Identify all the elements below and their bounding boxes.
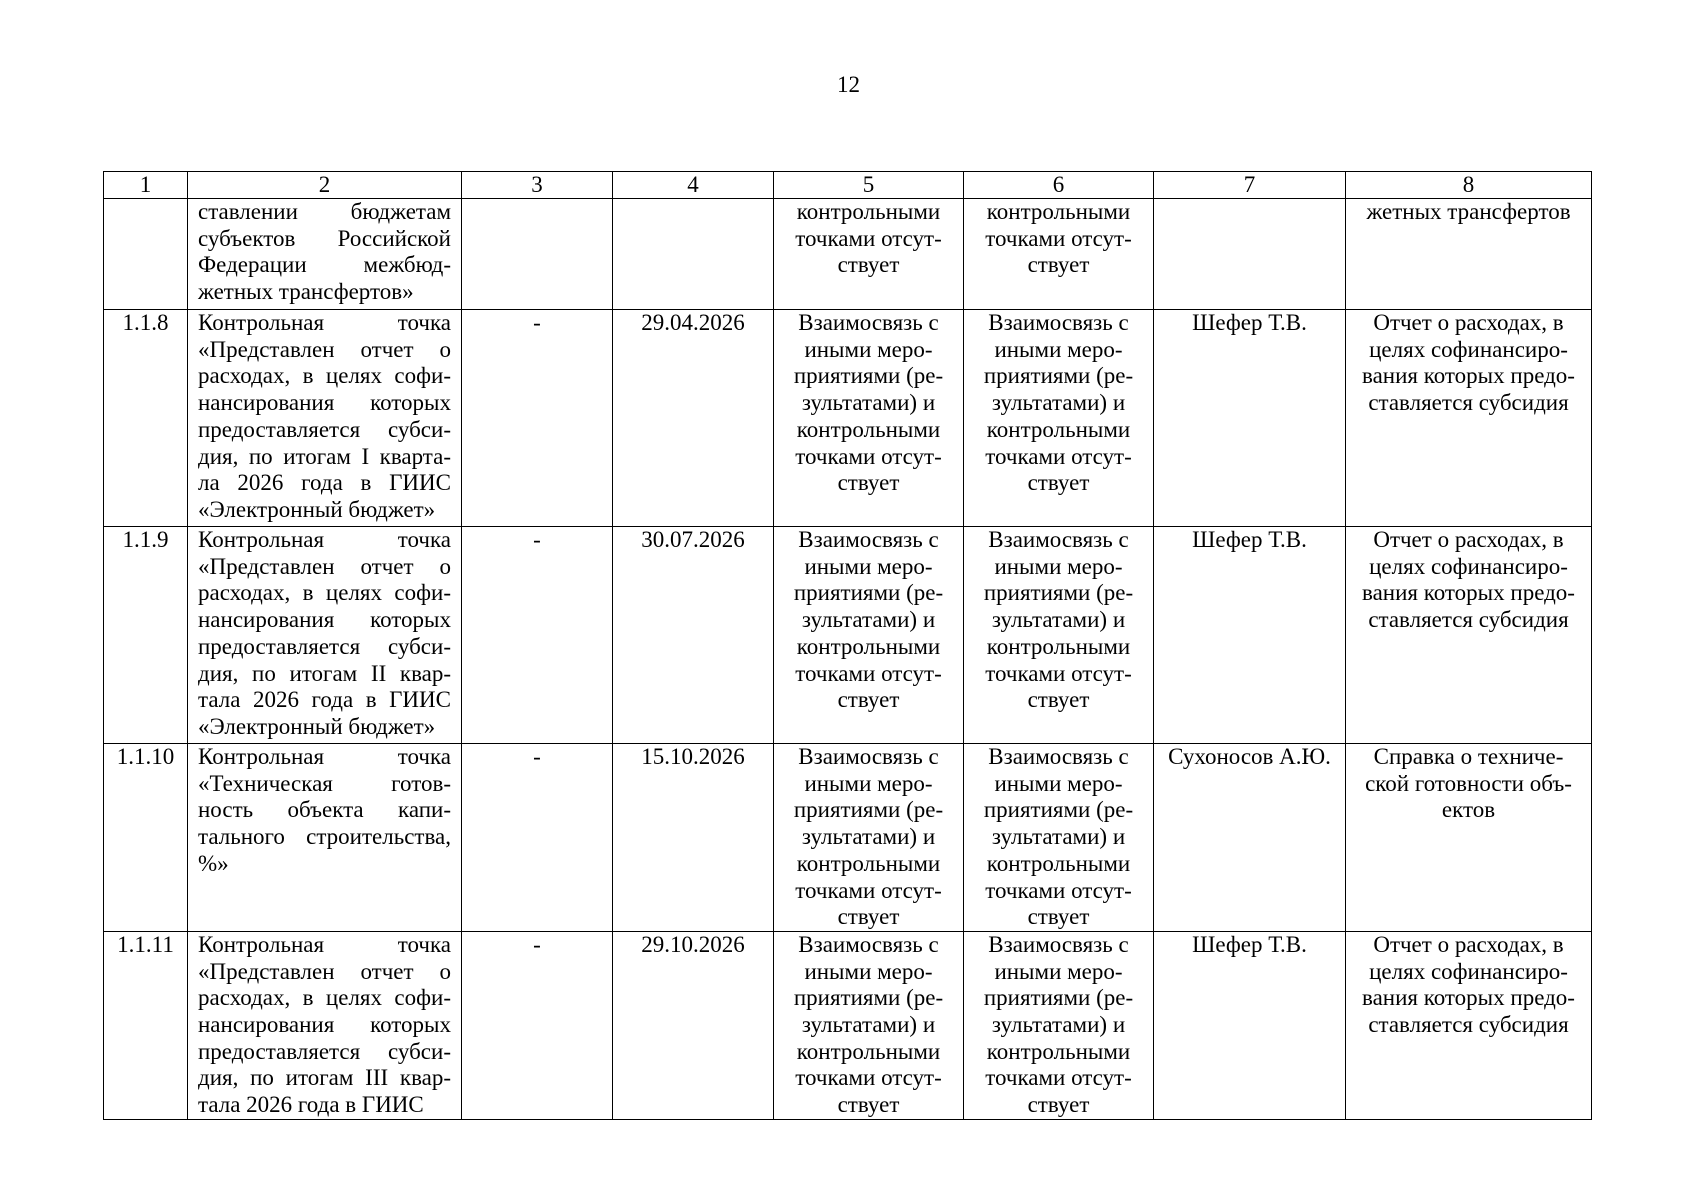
- relation-previous: [774, 310, 964, 527]
- column-3-value: [462, 527, 613, 744]
- due-date: [613, 527, 774, 744]
- table-row: [104, 199, 1592, 310]
- row-number-text: 1.1.10: [116, 744, 175, 769]
- relation-next-text: Взаимосвязь с иными меро- приятиями (ре- зультатами) и контрольными точками отсут- ствует: [983, 527, 1134, 713]
- column-3-value-text: -: [533, 310, 541, 335]
- name-line: дия, по итогам II квар-: [198, 660, 451, 686]
- row-number: [104, 931, 188, 1119]
- column-header: 7: [1154, 172, 1346, 199]
- supporting-document: [1346, 744, 1592, 932]
- due-date: [613, 744, 774, 932]
- due-date-text: 15.10.2026: [641, 744, 745, 769]
- name-line: нансирования которых: [198, 1012, 451, 1038]
- table-row: [104, 931, 1592, 1119]
- responsible-person: [1154, 527, 1346, 744]
- name-line: субъектов Российской: [198, 225, 451, 251]
- due-date: [613, 310, 774, 527]
- control-point-name: [188, 931, 462, 1119]
- name-line: тального строительства,: [198, 824, 451, 850]
- name-line: нансирования которых: [198, 607, 451, 633]
- relation-next-text: Взаимосвязь с иными меро- приятиями (ре- зультатами) и контрольными точками отсут- ствует: [983, 310, 1134, 496]
- name-line: ставлении бюджетам: [198, 199, 451, 224]
- row-number: [104, 527, 188, 744]
- control-point-name: [188, 527, 462, 744]
- row-number: [104, 744, 188, 932]
- supporting-document-text: Отчет о расходах, в целях софинансиро- вания которых предо- ставляется субсидия: [1362, 931, 1575, 1038]
- name-line: «Представлен отчет о: [198, 553, 451, 579]
- control-point-name: [188, 310, 462, 527]
- row-number-text: 1.1.9: [122, 527, 169, 552]
- name-line: предоставляется субси-: [198, 633, 451, 659]
- row-number: [104, 310, 188, 527]
- name-line: дия, по итогам III квар-: [198, 1065, 451, 1091]
- table-row: [104, 310, 1592, 527]
- control-point-name: [188, 744, 462, 932]
- table-body: [104, 199, 1592, 1120]
- name-line: тала 2026 года в ГИИС: [198, 687, 451, 713]
- page-number: 12: [837, 72, 860, 97]
- relation-next-text: Взаимосвязь с иными меро- приятиями (ре- зультатами) и контрольными точками отсут- ствует: [983, 744, 1134, 930]
- supporting-document-text: Отчет о расходах, в целях софинансиро- вания которых предо- ставляется субсидия: [1362, 527, 1575, 633]
- column-3-value: [462, 310, 613, 527]
- column-3-value: [462, 744, 613, 932]
- name-line: расходах, в целях софи-: [198, 363, 451, 389]
- name-line: Контрольная точка: [198, 527, 451, 552]
- supporting-document: [1346, 931, 1592, 1119]
- name-line: Контрольная точка: [198, 310, 451, 335]
- name-line: «Электронный бюджет»: [198, 713, 436, 739]
- table-row: [104, 527, 1592, 744]
- column-3-value: [462, 931, 613, 1119]
- responsible-person-text: Сухоносов А.Ю.: [1168, 744, 1331, 769]
- supporting-document: [1346, 527, 1592, 744]
- due-date-text: 30.07.2026: [641, 527, 745, 552]
- column-header: 1: [104, 172, 188, 199]
- relation-previous-text: контрольными точками отсут- ствует: [795, 199, 942, 278]
- responsible-person: [1154, 744, 1346, 932]
- control-point-name: [188, 199, 462, 310]
- responsible-person: [1154, 199, 1346, 310]
- relation-previous: [774, 744, 964, 932]
- column-header: 6: [964, 172, 1154, 199]
- control-points-table: [103, 171, 1592, 1120]
- name-line: «Представлен отчет о: [198, 958, 451, 984]
- row-number-text: 1.1.11: [117, 931, 174, 957]
- table-row: [104, 744, 1592, 932]
- due-date: [613, 199, 774, 310]
- name-line: предоставляется субси-: [198, 1038, 451, 1064]
- name-line: тала 2026 года в ГИИС: [198, 1092, 424, 1118]
- supporting-document-text: Отчет о расходах, в целях софинансиро- вания которых предо- ставляется субсидия: [1362, 310, 1575, 416]
- column-3-value-text: -: [533, 527, 541, 552]
- due-date-text: 29.04.2026: [641, 310, 745, 335]
- name-line: Федерации межбюд-: [198, 252, 451, 278]
- column-header: 2: [188, 172, 462, 199]
- name-line: жетных трансфертов»: [198, 279, 414, 305]
- relation-next: [964, 199, 1154, 310]
- responsible-person: [1154, 310, 1346, 527]
- relation-next-text: Взаимосвязь с иными меро- приятиями (ре- зультатами) и контрольными точками отсут- ствует: [983, 931, 1134, 1118]
- relation-previous: [774, 199, 964, 310]
- name-line: Контрольная точка: [198, 744, 451, 769]
- supporting-document: [1346, 199, 1592, 310]
- responsible-person-text: Шефер Т.В.: [1192, 931, 1307, 957]
- relation-previous-text: Взаимосвязь с иными меро- приятиями (ре- зультатами) и контрольными точками отсут- ствует: [793, 527, 944, 713]
- name-line: предоставляется субси-: [198, 416, 451, 442]
- relation-previous: [774, 931, 964, 1119]
- name-line: Контрольная точка: [198, 931, 451, 957]
- relation-next-text: контрольными точками отсут- ствует: [985, 199, 1132, 278]
- name-line: %»: [198, 850, 229, 876]
- responsible-person: [1154, 931, 1346, 1119]
- supporting-document-text: жетных трансфертов: [1366, 199, 1571, 224]
- relation-previous-text: Взаимосвязь с иными меро- приятиями (ре- зультатами) и контрольными точками отсут- ствует: [793, 931, 944, 1118]
- name-line: расходах, в целях софи-: [198, 580, 451, 606]
- row-number: [104, 199, 188, 310]
- name-line: ла 2026 года в ГИИС: [198, 470, 451, 496]
- name-line: «Электронный бюджет»: [198, 496, 436, 522]
- row-number-text: 1.1.8: [122, 310, 169, 335]
- name-line: расходах, в целях софи-: [198, 985, 451, 1011]
- name-line: «Техническая готов-: [198, 770, 451, 796]
- supporting-document: [1346, 310, 1592, 527]
- name-line: нансирования которых: [198, 390, 451, 416]
- name-line: «Представлен отчет о: [198, 336, 451, 362]
- column-3-value-text: -: [533, 931, 541, 957]
- name-line: дия, по итогам I кварта-: [198, 443, 451, 469]
- responsible-person-text: Шефер Т.В.: [1192, 527, 1307, 552]
- column-3-value-text: -: [533, 744, 541, 769]
- relation-next: [964, 931, 1154, 1119]
- header-row: [104, 172, 1592, 199]
- due-date-text: 29.10.2026: [641, 931, 745, 957]
- responsible-person-text: Шефер Т.В.: [1192, 310, 1307, 335]
- column-header: 8: [1346, 172, 1592, 199]
- name-line: ность объекта капи-: [198, 797, 451, 823]
- relation-previous-text: Взаимосвязь с иными меро- приятиями (ре- зультатами) и контрольными точками отсут- ствует: [793, 744, 944, 930]
- due-date: [613, 931, 774, 1119]
- relation-next: [964, 310, 1154, 527]
- column-header: 4: [613, 172, 774, 199]
- column-3-value: [462, 199, 613, 310]
- supporting-document-text: Справка о техниче- ской готовности объ- ектов: [1365, 744, 1572, 823]
- relation-previous-text: Взаимосвязь с иными меро- приятиями (ре- зультатами) и контрольными точками отсут- ствует: [793, 310, 944, 496]
- relation-previous: [774, 527, 964, 744]
- relation-next: [964, 744, 1154, 932]
- column-header: 5: [774, 172, 964, 199]
- column-header: 3: [462, 172, 613, 199]
- relation-next: [964, 527, 1154, 744]
